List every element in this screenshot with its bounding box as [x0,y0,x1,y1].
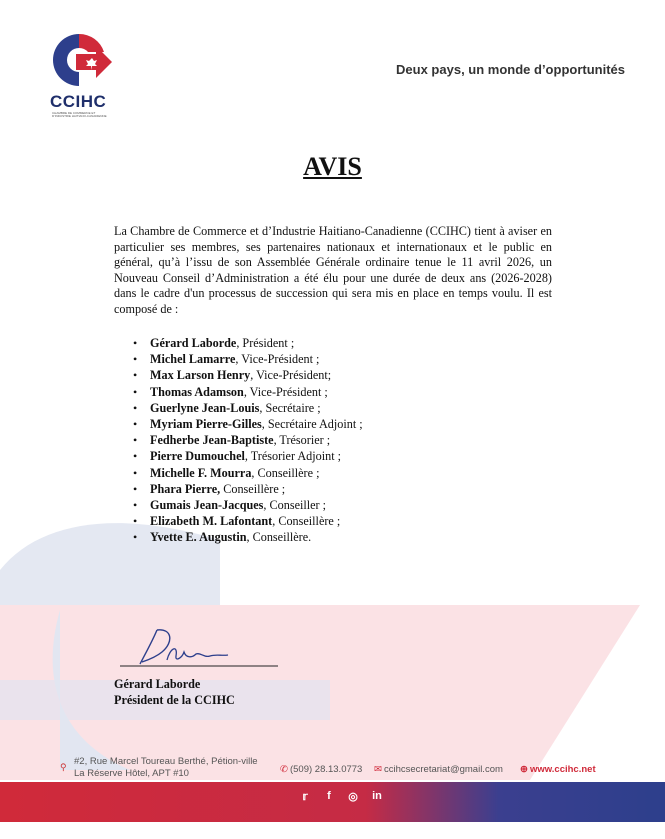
member-role: , Conseillère. [246,530,312,545]
address-line2: La Réserve Hôtel, APT #10 [74,768,189,779]
member-role: , Secrétaire ; [259,400,321,415]
member-role: , Trésorier ; [273,433,331,448]
list-item [150,384,363,400]
page-title: AVIS [303,152,362,181]
member-list [150,335,363,546]
member-role: , Conseillère ; [251,465,320,480]
member-name: Thomas Adamson [150,384,244,399]
member-role: , Vice-Président; [250,368,332,383]
linkedin-icon[interactable]: in [372,790,382,802]
signer-title: Président de la CCIHC [114,692,235,707]
member-role: , Trésorier Adjoint ; [244,449,342,464]
member-role: , Vice-Président ; [243,384,328,399]
member-role: , Conseiller ; [263,498,327,513]
list-item [150,335,363,351]
instagram-icon[interactable]: ◎ [348,791,358,803]
list-item [150,513,363,529]
list-item [150,351,363,367]
member-name: Elizabeth M. Lafontant [150,514,273,529]
website-link[interactable] [520,764,596,775]
member-name: Guerlyne Jean-Louis [150,400,260,415]
member-role: , Président ; [236,336,295,350]
logo-subtext: CHAMBRE DE COMMERCE ET D'INDUSTRIE HAITIANO-CANADIENNE [52,111,107,118]
list-item [150,367,363,383]
member-name: Michel Lamarre [150,352,236,367]
member-name: Phara Pierre, [150,481,221,496]
phone-number: (509) 28.13.0773 [289,764,363,775]
member-name: Michelle F. Mourra [150,465,252,480]
list-item [150,465,363,481]
phone-contact [280,764,362,775]
email-contact[interactable] [374,764,503,775]
list-item [150,481,363,497]
member-name: Max Larson Henry [150,368,251,383]
logo-text: CCIHC [50,92,107,111]
location-icon: ⚲ [60,762,67,772]
globe-icon: ⊕ [520,764,528,775]
signer-block [114,677,235,708]
address-line1: #2, Rue Marcel Toureau Berthé, Pétion-ville [74,756,258,767]
member-role: , Vice-Président ; [235,352,320,367]
list-item [150,448,363,464]
list-item [150,432,363,448]
member-name: Myriam Pierre-Gilles [150,417,262,432]
phone-icon: ✆ [280,764,288,775]
member-name: Fedherbe Jean-Baptiste [150,433,274,448]
signature [112,622,282,672]
notice-paragraph: La Chambre de Commerce et d’Industrie Haitiano-Canadienne (CCIHC) tient à aviser en particulier ses membres, ses partenaires nationaux et internationaux et le public en général, qu’à l’issu de son Assemblée Générale ordinaire tenue le 11 avril 2026, un Nouveau Conseil d’Administration a été élu pour une durée de deux ans (2026-2028) dans le cadre d'un processus de succession qui sera mis en place en temps voulu. Il est composé de : [114,224,552,316]
twitter-icon[interactable]: 𝕣 [302,791,308,803]
facebook-icon[interactable]: f [327,790,331,802]
email-address[interactable]: ccihcsecretariat@gmail.com [383,764,503,775]
member-name: Gumais Jean-Jacques [150,498,264,513]
website-url[interactable]: www.ccihc.net [529,764,596,775]
member-role: Conseillère ; [220,481,286,496]
list-item [150,497,363,513]
member-role: , Conseillère ; [272,514,341,529]
ccihc-logo [44,30,114,90]
list-item [150,529,363,545]
member-name: Gérard Laborde [150,336,237,350]
address [74,756,258,780]
signer-name: Gérard Laborde [114,677,201,691]
email-icon: ✉ [374,764,382,775]
list-item [150,416,363,432]
list-item [150,400,363,416]
member-role: , Secrétaire Adjoint ; [261,417,363,432]
member-name: Pierre Dumouchel [150,449,245,464]
tagline: Deux pays, un monde d’opportunités [396,62,625,77]
social-links [298,790,384,803]
member-name: Yvette E. Augustin [150,530,247,545]
